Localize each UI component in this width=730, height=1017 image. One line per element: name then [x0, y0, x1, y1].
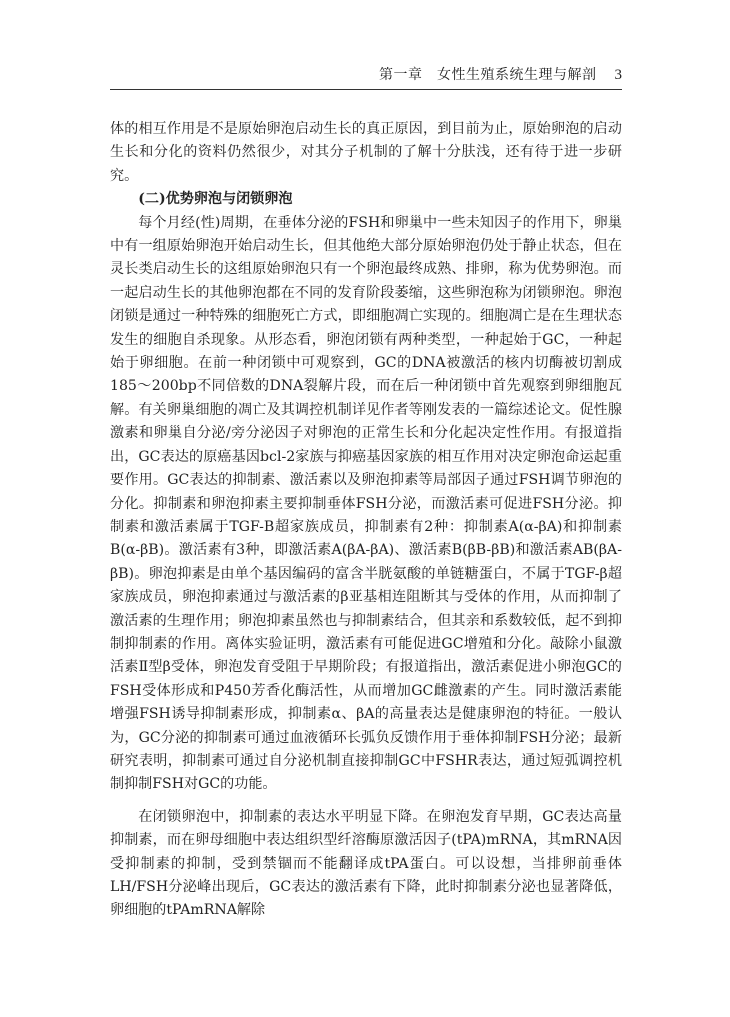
- running-head: [110, 64, 622, 90]
- section-heading: (二)优势卵泡与闭锁卵泡: [138, 191, 293, 208]
- paragraph-atretic-follicle: 在闭锁卵泡中，抑制素的表达水平明显下降。在卵泡发育早期，GC表达高量抑制素，而在卵母细胞中表达组织型纤溶酶原激活因子(tPA)mRNA，其mRNA因受抑制素的抑制，受到禁锢而不能翻译成tPA蛋白。可以设想，当排卵前垂体LH/FSH分泌峰出现后，GC表达的激活素有下降，此时抑制素分泌也显著降低，卵细胞的tPAmRNA解除: [110, 808, 622, 919]
- body-text: [110, 118, 622, 923]
- page-number: 3: [614, 67, 622, 83]
- paragraph-continued: 体的相互作用是不是原始卵泡启动生长的真正原因，到目前为止，原始卵泡的启动生长和分化的资料仍然很少，对其分子机制的了解十分肤浅，还有待于进一步研究。: [110, 121, 622, 184]
- chapter-title: 第一章 女性生殖系统生理与解剖: [379, 67, 597, 83]
- paragraph-dominant-follicle: 每个月经(性)周期，在垂体分泌的FSH和卵巢中一些未知因子的作用下，卵巢中有一组原始卵泡开始启动生长，但其他绝大部分原始卵泡仍处于静止状态，但在灵长类启动生长的这组原始卵泡只有一个卵泡最终成熟、排卵，称为优势卵泡。而一起启动生长的其他卵泡都在不同的发育阶段萎缩，这些卵泡称为闭锁卵泡。卵泡闭锁是通过一种特殊的细胞死亡方式，即细胞凋亡实现的。细胞凋亡是在生理状态发生的细胞自杀现象。从形态看，卵泡闭锁有两种类型，一种起始于GC，一种起始于卵细胞。在前一种闭锁中可观察到，GC的DNA被激活的核内切酶被切割成185～200bp不同倍数的DNA裂解片段，而在后一种闭锁中首先观察到卵细胞瓦解。有关卵巢细胞的凋亡及其调控机制详见作者等刚发表的一篇综述论文。促性腺激素和卵巢自分泌/旁分泌因子对卵泡的正常生长和分化起决定性作用。有报道指出，GC表达的原癌基因bcl-2家族与抑癌基因家族的相互作用对决定卵泡命运起重要作用。GC表达的抑制素、激活素以及卵泡抑素等局部因子通过FSH调节卵泡的分化。抑制素和卵泡抑素主要抑制垂体FSH分泌，而激活素可促进FSH分泌。抑制素和激活素属于TGF-B超家族成员，抑制素有2种：抑制素A(α-βA)和抑制素B(α-βB)。激活素有3种，即激活素A(βA-βA)、激活素B(βB-βB)和激活素AB(βA-βB)。卵泡抑素是由单个基因编码的富含半胱氨酸的单链糖蛋白，不属于TGF-β超家族成员，卵泡抑素通过与激活素的β亚基相连阻断其与受体的作用，从而抑制了激活素的生理作用；卵泡抑素虽然也与抑制素结合，但其亲和系数较低，起不到抑制抑制素的作用。离体实验证明，激活素有可能促进GC增殖和分化。敲除小鼠激活素Ⅱ型β受体，卵泡发育受阻于早期阶段；有报道指出，激活素促进小卵泡GC的FSH受体形成和P450芳香化酶活性，从而增加GC雌激素的产生。同时激活素能增强FSH诱导抑制素形成，抑制素α、βA的高量表达是健康卵泡的特征。一般认为，GC分泌的抑制素可通过血液循环长弧负反馈作用于垂体抑制FSH分泌；最新研究表明，抑制素可通过自分泌机制直接抑制GC中FSHR表达，通过短弧调控机制抑制FSH对GC的功能。: [110, 214, 622, 793]
